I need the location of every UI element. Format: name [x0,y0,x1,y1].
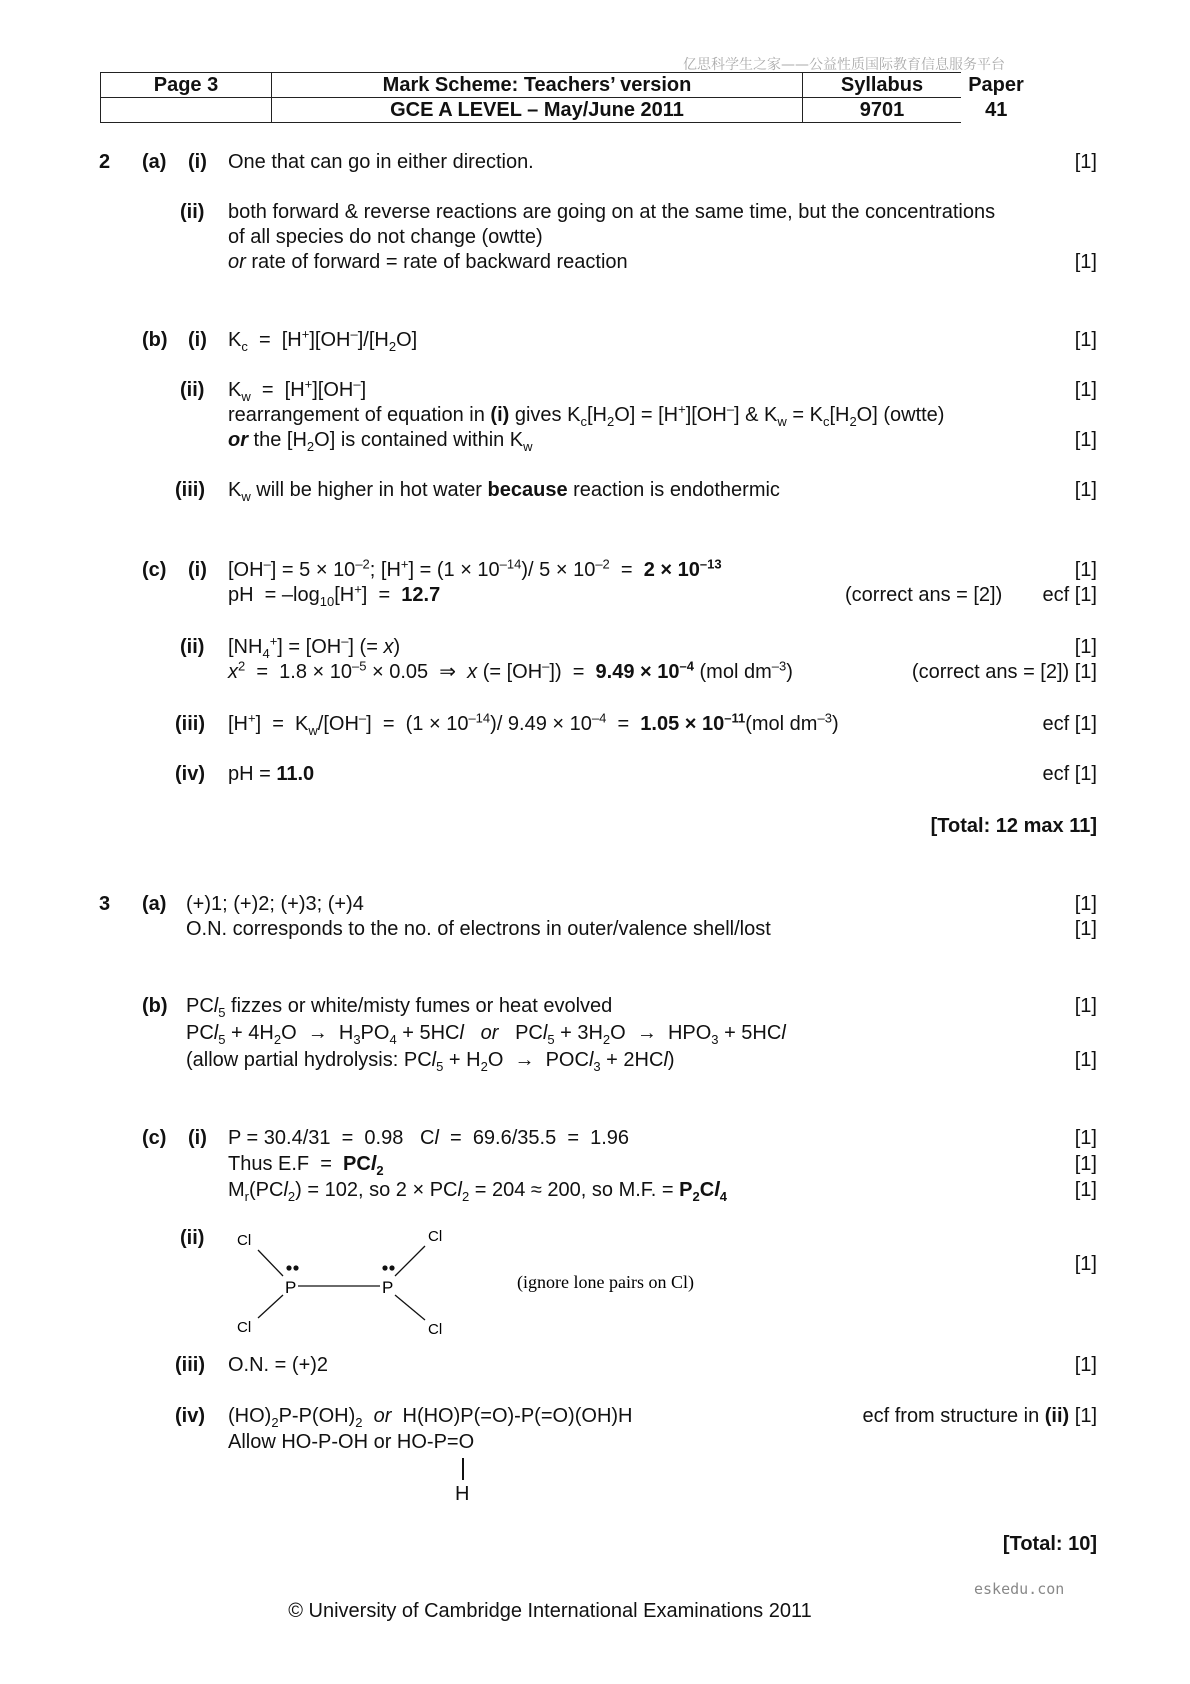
lone-pair-dot [382,1265,387,1270]
mark: [1] [1074,1354,1097,1376]
q2-c-ii-line1: $[NH_4^+] = [OH^-]$ (= x) [228,633,401,661]
q3-c-i-line1: P = 30.4/31 = 0.98 Cl = 69.6/35.5 = 1.96 [228,1127,630,1149]
q3-b-line3: (allow partial hydrolysis: $PCl_5 + H_2O$ → POCl$_3$ + 2HCl) [186,1049,675,1074]
q3-c-iv-label: (iv) [175,1405,205,1427]
q2-c-ii-correct: (correct ans = [2]) [1] [911,661,1097,683]
diagram-cl-bottom-right: Cl [428,1321,443,1338]
bond-p2-cl3 [395,1246,425,1276]
diagram-cl-top-right: Cl [428,1228,443,1245]
q3-c-iv-allow: Allow HO-P-OH or HO-P=O [228,1431,475,1453]
q3-c-iv-ecf [862,1404,1097,1428]
q2-c-i-line1: $[OH^-] = 5 \times 10^{-2}$; $[H^+] = (1 \times 10^{-14})/$ $5 \times 10^{-2} = 2 \times 10^{-13}$ [228,556,722,581]
q2-c-iv-text-a: pH = [228,763,277,785]
mark: [1] [1074,251,1097,273]
q2-b-i-equation: $K_c = [H^+][OH^-]/[H_2O]$ [228,326,418,354]
q2-c-ii-line2: $x^2 = 1.8 \times 10^{-5} \times 0.05$ ⇒ x (= $[OH^-]) = 9.49 \times 10^{-4}$ (mol $dm^{-3}$) [228,658,793,683]
q2-b-ii-line3: or the $[H_2O]$ is contained within $K_w$ [228,429,533,454]
header-paper-value: 41 [985,99,1008,121]
q3-number: 3 [99,893,111,915]
mark: [1] [1074,329,1097,351]
footer-copyright: © University of Cambridge International Examinations 2011 [288,1600,812,1622]
q2-c-i-line2: pH = $-\log_{10}[H^+] = 12.7$ [228,581,441,609]
diagram-p-left: P [285,1278,297,1297]
q2-b-iii-text: $K_w$ will be higher in hot water because reaction is endothermic [228,479,780,504]
diagram-note: (ignore lone pairs on Cl) [517,1272,694,1292]
q2-a-ii-line3-text: rate of forward = rate of backward reaction [245,251,628,273]
mark: [1] [1074,995,1097,1017]
q3-c-iv-ecf-bold: (ii) [1044,1405,1070,1427]
watermark-bottom: eskedu.con [974,1580,1065,1598]
q3-c-i-line3: $M_r(PCl_2) = 102$, so 2 × PCl$_2$ = 204 ≈ 200, so M.F. = $P_2Cl_4$ [228,1179,727,1204]
q3-c-iii-text: O.N. = (+)2 [228,1354,329,1376]
q2-a-i-label: (i) [188,151,207,173]
watermark-top: 亿思科学生之家——公益性质国际教育信息服务平台 [683,57,1005,73]
bond-p1-cl2 [258,1295,283,1318]
q3-total: [Total: 10] [1002,1533,1097,1555]
mark: [1] [1074,429,1097,451]
p2cl4-structure-diagram [225,1220,745,1340]
q3-b-label: (b) [142,995,168,1017]
q3-c-ii-label: (ii) [180,1227,205,1249]
q3-a-label: (a) [142,893,167,915]
q3-a-line1: (+)1; (+)2; (+)3; (+)4 [186,893,364,915]
q2-b-label: (b) [142,329,168,351]
mark: [1] [1074,559,1097,581]
q2-b-iii-bold: because [487,479,568,501]
mark: [1] [1074,379,1097,401]
q3-b-line1: PCl$_5$ fizzes or white/misty fumes or heat evolved [186,995,613,1020]
q2-c-i-label: (i) [188,559,207,581]
q2-b-ii-label: (ii) [180,379,205,401]
bond-p2-cl4 [395,1295,425,1320]
header-title2: GCE A LEVEL – May/June 2011 [272,98,803,123]
q2-c-iii-label: (iii) [175,713,205,735]
q3-c-i-label: (i) [188,1127,207,1149]
mark: [1] [1074,636,1097,658]
q3-c-iv-h: H [455,1483,470,1505]
q2-b-ii-line1: $K_w = [H^+][OH^-]$ [228,376,367,404]
q2-c-iv-label: (iv) [175,763,205,785]
q2-b-iii-a: will be higher in hot water [256,479,488,501]
q3-c-iii-label: (iii) [175,1354,205,1376]
mark: [1] [1074,893,1097,915]
q2-b-iii-label: (iii) [175,479,205,501]
diagram-cl-bottom-left: Cl [237,1319,252,1336]
q3-a-line2: O.N. corresponds to the no. of electrons in outer/valence shell/lost [186,918,771,940]
mark: [1] [1074,1127,1097,1149]
header-paper-label: Paper [968,74,1024,96]
mark: [1] [1074,151,1097,173]
ecf-mark: ecf [1] [1042,713,1097,735]
q2-a-ii-line2: of all species do not change (owtte) [228,226,543,248]
ecf-mark: ecf [1] [1042,763,1097,785]
diagram-cl-top-left: Cl [237,1232,252,1249]
mark: [1] [1074,918,1097,940]
q2-c-iii-text: $[H^+] = K_w/[OH^-] = (1 \times 10^{-14})/$ $9.49 \times 10^{-4} = 1.05 \times 10^{-11}(mol$ $dm^{-3}$) [228,710,839,738]
diagram-p-right: P [382,1278,394,1297]
lone-pair-dot [293,1265,298,1270]
q3-c-label: (c) [142,1127,167,1149]
bond-vertical [462,1458,464,1480]
lone-pair-dot [389,1265,394,1270]
header-syllabus-label: Syllabus [803,73,962,98]
mark: [1] [1074,1153,1097,1175]
q2-number: 2 [99,151,111,173]
q3-c-i-line2: Thus E.F = PCl$_2$ [228,1153,384,1178]
mark: [1] [1074,1179,1097,1201]
q2-a-label: (a) [142,151,167,173]
header-title1: Mark Scheme: Teachers’ version [272,73,803,98]
q2-c-label: (c) [142,559,167,581]
mark: [1] [1074,1253,1097,1275]
q2-a-ii-label: (ii) [180,201,205,223]
q2-a-ii-line1: both forward & reverse reactions are going on at the same time, but the concentrations [228,201,996,223]
header-table [100,72,1032,123]
q2-b-ii-line2: rearrangement of equation in (i) gives $K_c[H_2O] = [H^+][OH^-]$ & $K_w = K_c[H_2O]$ (owtte) [228,401,945,429]
q2-c-ii-label: (ii) [180,636,205,658]
q2-a-ii-line3 [228,250,628,274]
q2-b-iii-b: reaction is endothermic [567,479,780,501]
q2-c-iv-text [228,762,314,786]
lone-pair-dot [286,1265,291,1270]
q2-a-i-text: One that can go in either direction. [228,151,534,173]
or-word: or [228,251,246,273]
header-blank [101,98,272,123]
q3-c-iv-ecf-text: ecf from structure in [862,1405,1045,1427]
header-page: Page 3 [101,73,272,98]
header-syllabus-value: 9701 [803,98,962,123]
q3-c-iv-line1: $(HO)_2P-P(OH)_2$ or H(HO)P(=O)-P(=O)(OH)H [228,1405,633,1430]
bond-p1-cl1 [258,1250,283,1276]
q2-c-i-correct: (correct ans = [2]) [845,584,1003,606]
mark: [1] [1074,1049,1097,1071]
ecf-mark: ecf [1] [1042,584,1097,606]
q2-b-i-label: (i) [188,329,207,351]
q3-c-iv-ecf-mark: [1] [1069,1405,1097,1427]
q2-total: [Total: 12 max 11] [930,815,1097,837]
q2-c-iv-bold: 11.0 [276,763,315,785]
mark: [1] [1074,479,1097,501]
q3-b-line2: $PCl_5 + 4H_2O \to H_3PO_4 + 5HCl$ or $PCl_5 + 3H_2O \to HPO_3 + 5HCl$ [186,1022,786,1047]
